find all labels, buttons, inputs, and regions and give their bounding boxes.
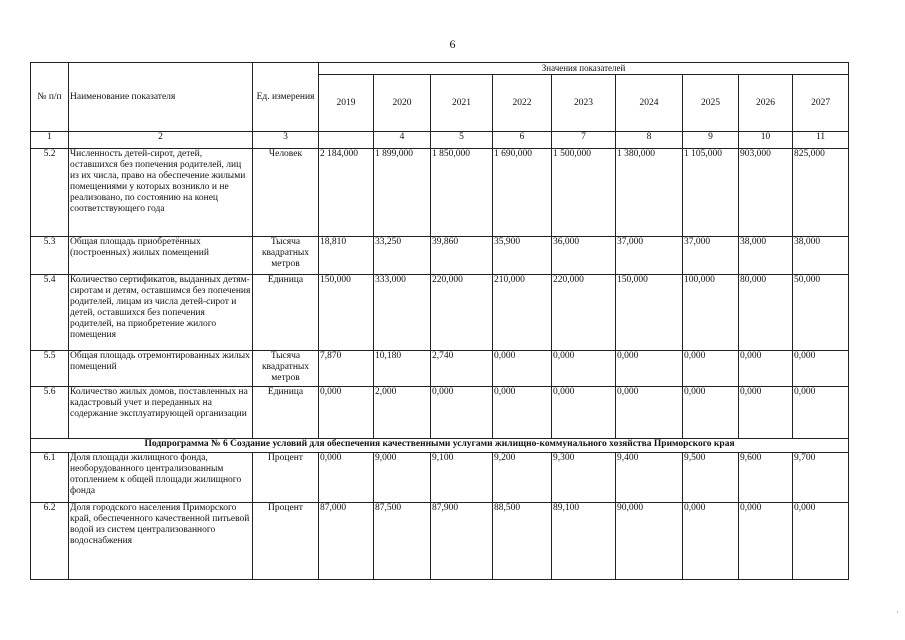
value-cell: 38,000: [739, 237, 793, 275]
indicator-unit: Процент: [253, 453, 319, 503]
table-row: [31, 237, 849, 275]
header-num: № п/п: [31, 63, 69, 132]
value-cell: 0,000: [793, 503, 849, 580]
value-cell: 89,100: [552, 503, 616, 580]
indicator-unit: Человек: [253, 149, 319, 237]
table-row: [31, 503, 849, 580]
section-row: [31, 439, 849, 453]
value-cell: 1 380,000: [616, 149, 683, 237]
page-mark: ·: [896, 608, 899, 617]
value-cell: 1 500,000: [552, 149, 616, 237]
value-cell: 90,000: [616, 503, 683, 580]
value-cell: 333,000: [374, 275, 431, 351]
value-cell: 0,000: [431, 387, 493, 439]
value-cell: 9,000: [374, 453, 431, 503]
value-cell: 0,000: [493, 387, 552, 439]
column-number-2: 3: [253, 132, 319, 149]
value-cell: 2,740: [431, 351, 493, 387]
value-cell: 37,000: [616, 237, 683, 275]
column-number-9: 9: [683, 132, 739, 149]
value-cell: 825,000: [793, 149, 849, 237]
row-number: 5.6: [31, 387, 69, 439]
indicator-name: Количество сертификатов, выданных детям-сиротам и детям, оставшимся без попечения родителей, лицам из числа детей-сирот и детей, оставшихся без попечения родителей, на приобретение жилого помещения: [69, 275, 253, 351]
value-cell: 0,000: [319, 453, 374, 503]
value-cell: 1 899,000: [374, 149, 431, 237]
value-cell: 39,860: [431, 237, 493, 275]
value-cell: 88,500: [493, 503, 552, 580]
column-number-4: 4: [374, 132, 431, 149]
indicator-unit: Процент: [253, 503, 319, 580]
value-cell: 0,000: [683, 387, 739, 439]
value-cell: 0,000: [616, 351, 683, 387]
year-1: 2020: [374, 75, 431, 132]
value-cell: 210,000: [493, 275, 552, 351]
indicator-name: Количество жилых домов, поставленных на кадастровый учет и переданных на содержание эксплуатирующей организации: [69, 387, 253, 439]
value-cell: 10,180: [374, 351, 431, 387]
value-cell: 9,200: [493, 453, 552, 503]
table-row: [31, 351, 849, 387]
indicators-table: [30, 62, 849, 580]
year-5: 2024: [616, 75, 683, 132]
column-number-5: 5: [431, 132, 493, 149]
value-cell: 0,000: [739, 387, 793, 439]
column-number-7: 7: [552, 132, 616, 149]
value-cell: 220,000: [552, 275, 616, 351]
header-row: [31, 63, 849, 75]
indicator-name: Доля площади жилищного фонда, необорудованного централизованным отоплением к общей площади жилищного фонда: [69, 453, 253, 503]
indicator-name: Общая площадь приобретённых (построенных) жилых помещений: [69, 237, 253, 275]
value-cell: 1 690,000: [493, 149, 552, 237]
header-unit: Ед. измерения: [253, 63, 319, 132]
header-name: Наименование показателя: [69, 63, 253, 132]
value-cell: 9,500: [683, 453, 739, 503]
value-cell: 9,700: [793, 453, 849, 503]
value-cell: 7,870: [319, 351, 374, 387]
indicator-unit: Единица: [253, 275, 319, 351]
indicator-name: Общая площадь отремонтированных жилых помещений: [69, 351, 253, 387]
row-number: 6.2: [31, 503, 69, 580]
value-cell: 80,000: [739, 275, 793, 351]
indicator-name: Доля городского населения Приморского край, обеспеченного качественной питьевой водой из систем централизованного водоснабжения: [69, 503, 253, 580]
value-cell: 0,000: [739, 351, 793, 387]
indicator-unit: Тысяча квадратных метров: [253, 237, 319, 275]
value-cell: 1 850,000: [431, 149, 493, 237]
year-4: 2023: [552, 75, 616, 132]
value-cell: 0,000: [683, 351, 739, 387]
table-row: [31, 387, 849, 439]
column-number-8: 8: [616, 132, 683, 149]
value-cell: 9,100: [431, 453, 493, 503]
header-values: Значения показателей: [319, 63, 849, 75]
value-cell: 100,000: [683, 275, 739, 351]
column-number-6: 6: [493, 132, 552, 149]
value-cell: 87,000: [319, 503, 374, 580]
value-cell: 0,000: [616, 387, 683, 439]
table-row: [31, 453, 849, 503]
value-cell: 150,000: [616, 275, 683, 351]
section-title: Подпрограмма № 6 Создание условий для обеспечения качественными услугами жилищно-коммунального хозяйства Приморского края: [31, 439, 849, 453]
value-cell: 2,000: [374, 387, 431, 439]
value-cell: 35,900: [493, 237, 552, 275]
value-cell: 1 105,000: [683, 149, 739, 237]
year-2: 2021: [431, 75, 493, 132]
value-cell: 9,300: [552, 453, 616, 503]
year-8: 2027: [793, 75, 849, 132]
value-cell: 33,250: [374, 237, 431, 275]
value-cell: 0,000: [793, 351, 849, 387]
value-cell: 0,000: [319, 387, 374, 439]
year-0: 2019: [319, 75, 374, 132]
year-3: 2022: [493, 75, 552, 132]
table-row: [31, 275, 849, 351]
year-6: 2025: [683, 75, 739, 132]
value-cell: 87,500: [374, 503, 431, 580]
value-cell: 0,000: [793, 387, 849, 439]
row-number: 5.5: [31, 351, 69, 387]
year-7: 2026: [739, 75, 793, 132]
row-number: 5.2: [31, 149, 69, 237]
value-cell: 220,000: [431, 275, 493, 351]
column-number-10: 10: [739, 132, 793, 149]
indicator-unit: Тысяча квадратных метров: [253, 351, 319, 387]
table-row: [31, 149, 849, 237]
value-cell: 36,000: [552, 237, 616, 275]
column-number-row: [31, 132, 849, 149]
value-cell: 0,000: [493, 351, 552, 387]
value-cell: 0,000: [552, 387, 616, 439]
column-number-11: 11: [793, 132, 849, 149]
row-number: 5.3: [31, 237, 69, 275]
value-cell: 37,000: [683, 237, 739, 275]
value-cell: 38,000: [793, 237, 849, 275]
value-cell: 50,000: [793, 275, 849, 351]
value-cell: 903,000: [739, 149, 793, 237]
column-number-0: 1: [31, 132, 69, 149]
value-cell: 0,000: [552, 351, 616, 387]
value-cell: 18,810: [319, 237, 374, 275]
page-number: 6: [449, 37, 456, 51]
value-cell: 0,000: [739, 503, 793, 580]
value-cell: 87,900: [431, 503, 493, 580]
value-cell: 9,400: [616, 453, 683, 503]
value-cell: 9,600: [739, 453, 793, 503]
value-cell: 2 184,000: [319, 149, 374, 237]
column-number-3: [319, 132, 374, 149]
row-number: 5.4: [31, 275, 69, 351]
indicator-unit: Единица: [253, 387, 319, 439]
column-number-1: 2: [69, 132, 253, 149]
row-number: 6.1: [31, 453, 69, 503]
value-cell: 150,000: [319, 275, 374, 351]
value-cell: 0,000: [683, 503, 739, 580]
indicator-name: Численность детей-сирот, детей, оставшихся без попечения родителей, лиц из их числа, право на обеспечение жилыми помещениями у которых возникло и не реализовано, по состоянию на конец соответствующего года: [69, 149, 253, 237]
